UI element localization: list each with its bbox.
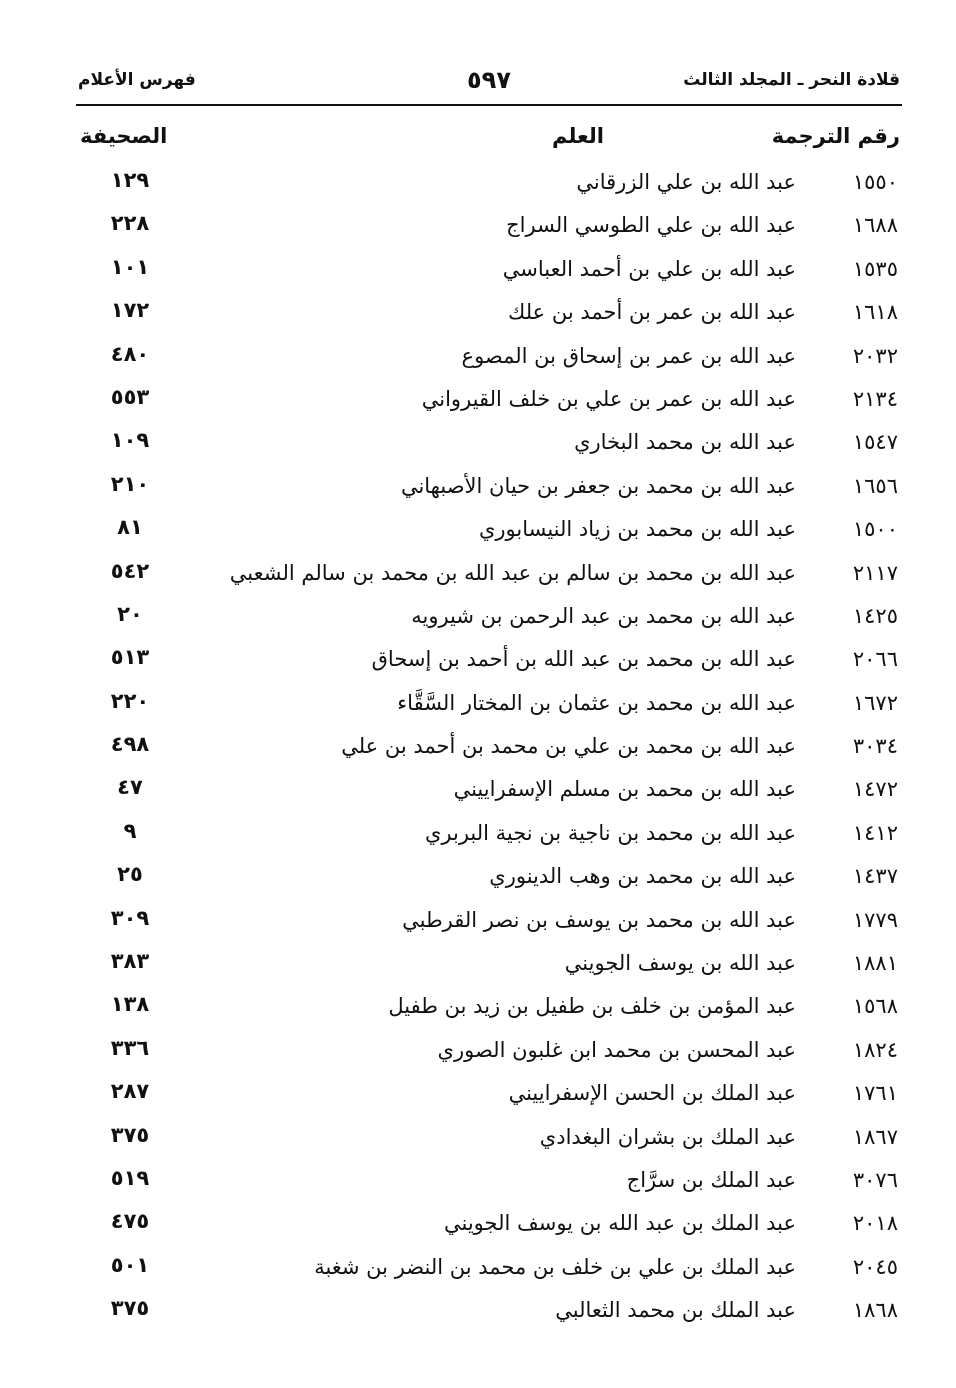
entry-page: ٣٧٥: [110, 1122, 150, 1147]
entry-page: ٣٣٦: [110, 1035, 150, 1060]
entry-page: ٨١: [117, 515, 143, 540]
entry-page: ٥٥٣: [110, 384, 150, 409]
entry-number: ١٨٨١: [852, 951, 898, 976]
table-row: [0, 426, 956, 469]
table-row: [0, 1294, 956, 1337]
entry-number: ٣٠٧٦: [852, 1167, 898, 1192]
table-row: [0, 1251, 956, 1294]
table-row: [0, 296, 956, 339]
entry-page: ١٠٩: [110, 428, 150, 453]
entry-number: ٢٠١٨: [852, 1211, 898, 1236]
entry-name: عبد الملك بن علي بن خلف بن محمد بن النضر بن شغبة: [314, 1254, 796, 1279]
entry-name: عبد الله بن محمد بن زياد النيسابوري: [478, 517, 796, 542]
entry-name: عبد الله بن محمد بن ناجية بن نجية البربري: [424, 820, 796, 845]
entry-name: عبد الله بن عمر بن علي بن خلف القيرواني: [421, 386, 796, 411]
entry-name: عبد الله بن محمد بن علي بن محمد بن أحمد بن علي: [341, 734, 796, 759]
entry-number: ١٦٧٢: [852, 690, 898, 715]
header-rule: [76, 104, 902, 106]
entry-name: عبد الله بن عمر بن إسحاق بن المصوع: [461, 343, 796, 368]
entry-page: ٤٧: [117, 775, 143, 800]
entry-page: ٣٨٣: [110, 949, 150, 974]
table-row: [0, 773, 956, 816]
entry-page: ٥٠١: [110, 1252, 150, 1277]
entry-name: عبد الله بن محمد بن يوسف بن نصر القرطبي: [402, 907, 796, 932]
book-title: قلادة النحر ـ المجلد الثالث: [683, 70, 900, 90]
entry-page: ١٠١: [110, 254, 150, 279]
entry-name: عبد المؤمن بن خلف بن طفيل بن زيد بن طفيل: [388, 994, 796, 1019]
table-row: [0, 1034, 956, 1077]
column-header-number: رقم الترجمة: [771, 124, 900, 148]
entry-name: عبد الله بن محمد بن عثمان بن المختار السَّقَّاء: [397, 690, 796, 715]
entry-number: ١٤٢٥: [852, 603, 898, 628]
running-head: [78, 66, 900, 100]
entry-number: ١٥٥٠: [852, 170, 898, 194]
page-number: ٥٩٧: [467, 66, 511, 94]
table-row: [0, 643, 956, 686]
entry-number: ٢٠٦٦: [852, 647, 898, 672]
entry-name: عبد المحسن بن محمد ابن غلبون الصوري: [437, 1037, 796, 1062]
entry-page: ٢٢٠: [110, 688, 150, 713]
entry-page: ٤٩٨: [110, 732, 150, 757]
entry-name: عبد الله بن محمد بن عبد الرحمن بن شيرويه: [411, 603, 796, 628]
entry-number: ٢١٣٤: [852, 386, 898, 411]
table-row: [0, 209, 956, 252]
entry-number: ١٦٥٦: [852, 473, 898, 498]
entry-number: ١٨٦٧: [852, 1124, 898, 1149]
entry-name: عبد الله بن محمد بن جعفر بن حيان الأصبهاني: [400, 473, 796, 498]
entry-page: ٢٥: [117, 862, 143, 887]
entry-page: ١٧٢: [110, 298, 150, 323]
entry-number: ٢٠٣٢: [852, 343, 898, 368]
entry-name: عبد الملك بن بشران البغدادي: [539, 1124, 796, 1149]
table-row: [0, 557, 956, 600]
entry-page: ٥١٩: [110, 1165, 150, 1190]
entry-page: ٢١٠: [110, 471, 150, 496]
entry-number: ٢٠٤٥: [852, 1254, 898, 1279]
table-row: [0, 600, 956, 643]
entry-name: عبد الله بن علي الطوسي السراج: [506, 213, 796, 238]
table-row: [0, 1077, 956, 1120]
entry-name: عبد الله بن محمد بن سالم بن عبد الله بن محمد بن سالم الشعبي: [229, 560, 796, 585]
entry-name: عبد الله بن علي الزرقاني: [576, 170, 796, 194]
index-table: [0, 166, 956, 1338]
entry-page: ٢٢٨: [110, 211, 150, 236]
table-row: [0, 990, 956, 1033]
table-row: [0, 1121, 956, 1164]
entry-page: ١٣٨: [110, 992, 150, 1017]
table-row: [0, 253, 956, 296]
entry-name: عبد الله بن عمر بن أحمد بن علك: [508, 300, 796, 325]
entry-name: عبد الله بن محمد بن مسلم الإسفراييني: [453, 777, 796, 802]
table-row: [0, 340, 956, 383]
table-row: [0, 383, 956, 426]
table-row: [0, 904, 956, 947]
entry-number: ١٦٨٨: [852, 213, 898, 238]
entry-number: ١٥٠٠: [852, 517, 898, 542]
table-row: [0, 817, 956, 860]
table-row: [0, 470, 956, 513]
table-row: [0, 860, 956, 903]
entry-page: ٣٧٥: [110, 1296, 150, 1321]
entry-number: ١٥٦٨: [852, 994, 898, 1019]
table-row: [0, 947, 956, 990]
entry-name: عبد الملك بن سرَّاج: [626, 1167, 796, 1192]
entry-page: ٩: [123, 818, 137, 843]
entry-number: ٢١١٧: [852, 560, 898, 585]
entry-page: ١٢٩: [110, 168, 150, 192]
entry-number: ١٦١٨: [852, 300, 898, 325]
entry-number: ١٨٢٤: [852, 1037, 898, 1062]
entry-number: ١٥٤٧: [852, 430, 898, 455]
column-header-page: الصحيفة: [80, 124, 168, 148]
table-row: [0, 513, 956, 556]
entry-number: ١٤١٢: [852, 820, 898, 845]
entry-name: عبد الله بن يوسف الجويني: [564, 951, 796, 976]
entry-page: ٤٨٠: [110, 341, 150, 366]
entry-page: ٢٨٧: [110, 1079, 150, 1104]
column-header-name: العلم: [552, 124, 604, 148]
entry-number: ١٧٧٩: [852, 907, 898, 932]
table-row: [0, 730, 956, 773]
entry-page: ٤٧٥: [110, 1209, 150, 1234]
entry-number: ٣٠٣٤: [852, 734, 898, 759]
table-row: [0, 1164, 956, 1207]
entry-number: ١٤٧٢: [852, 777, 898, 802]
table-row: [0, 1207, 956, 1250]
entry-number: ١٥٣٥: [852, 256, 898, 281]
entry-name: عبد الملك بن عبد الله بن يوسف الجويني: [444, 1211, 796, 1236]
entry-name: عبد الله بن علي بن أحمد العباسي: [502, 256, 796, 281]
entry-name: عبد الله بن محمد بن وهب الدينوري: [489, 864, 796, 889]
entry-name: عبد الملك بن محمد الثعالبي: [555, 1298, 796, 1323]
entry-name: عبد الله بن محمد البخاري: [574, 430, 796, 455]
entry-number: ١٤٣٧: [852, 864, 898, 889]
section-title: فهرس الأعلام: [78, 70, 196, 90]
entry-page: ٣٠٩: [110, 905, 150, 930]
table-row: [0, 166, 956, 209]
entry-page: ٥١٣: [110, 645, 150, 670]
entry-number: ١٧٦١: [852, 1081, 898, 1106]
entry-page: ٢٠: [117, 601, 143, 626]
table-row: [0, 687, 956, 730]
entry-name: عبد الملك بن الحسن الإسفراييني: [508, 1081, 796, 1106]
entry-page: ٥٤٢: [110, 558, 150, 583]
entry-number: ١٨٦٨: [852, 1298, 898, 1323]
entry-name: عبد الله بن محمد بن عبد الله بن أحمد بن إسحاق: [371, 647, 796, 672]
